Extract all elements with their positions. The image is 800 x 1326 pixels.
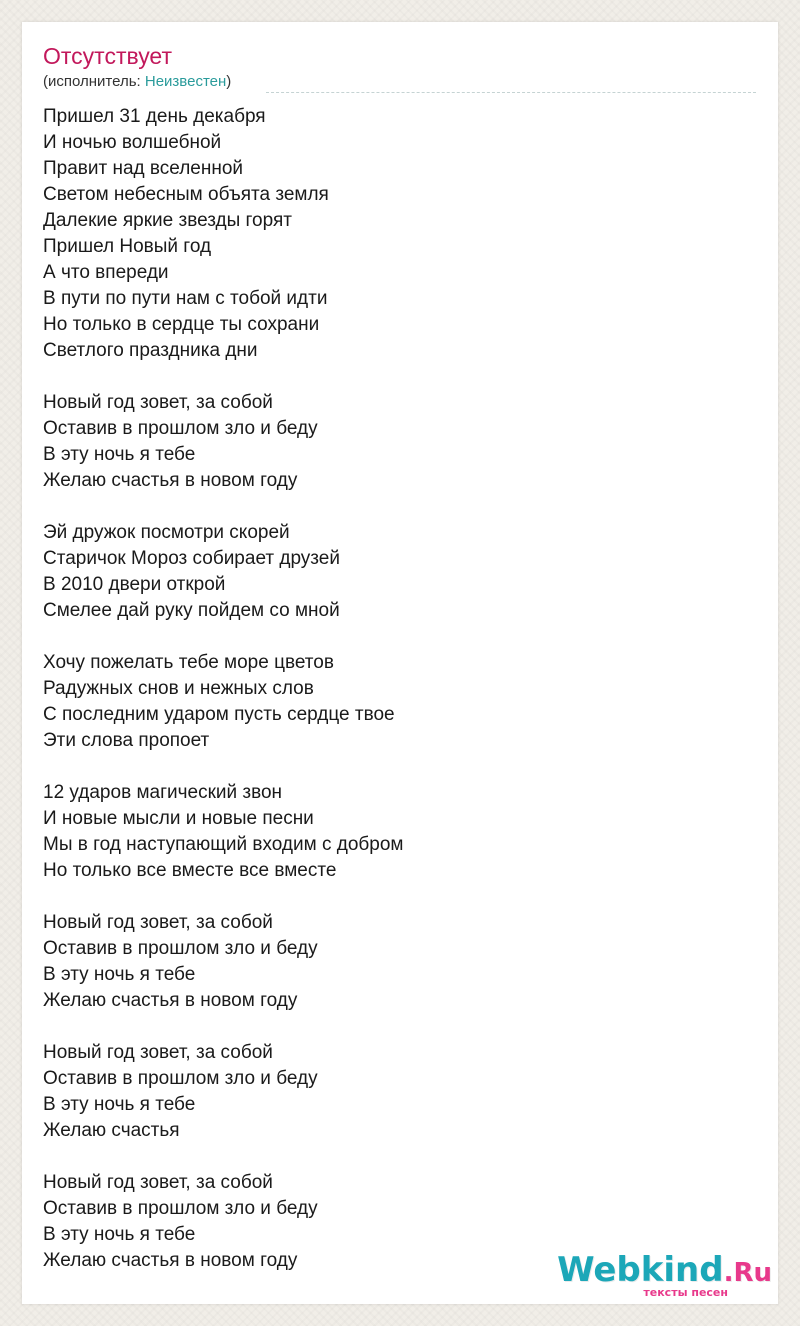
lyric-line: Мы в год наступающий входим с добром: [43, 834, 404, 855]
stanza-break: [43, 494, 743, 520]
lyric-line: Желаю счастья в новом году: [43, 1250, 298, 1271]
lyric-line: Эти слова пропоет: [43, 730, 210, 751]
lyric-line: Но только все вместе все вместе: [43, 860, 337, 881]
lyric-line: А что впереди: [43, 262, 169, 283]
lyric-line: Радужных снов и нежных слов: [43, 678, 314, 699]
lyrics-text: [43, 104, 743, 1274]
lyric-line: Новый год зовет, за собой: [43, 912, 273, 933]
lyric-line: В пути по пути нам с тобой идти: [43, 288, 328, 309]
lyrics-card: [22, 22, 778, 1304]
lyric-line: Оставив в прошлом зло и беду: [43, 1068, 318, 1089]
lyric-line: Желаю счастья в новом году: [43, 990, 298, 1011]
header-divider: [266, 92, 756, 93]
artist-link[interactable]: Неизвестен: [144, 73, 227, 90]
lyric-line: Пришел Новый год: [43, 236, 212, 257]
lyric-line: Оставив в прошлом зло и беду: [43, 938, 318, 959]
stanza-break: [43, 754, 743, 780]
lyric-line: Далекие яркие звезды горят: [43, 210, 292, 231]
lyric-line: Правит над вселенной: [43, 158, 244, 179]
stanza-break: [43, 1014, 743, 1040]
stanza-break: [43, 364, 743, 390]
artist-suffix: ): [226, 73, 232, 90]
lyric-line: Новый год зовет, за собой: [43, 392, 273, 413]
lyric-line: В эту ночь я тебе: [43, 444, 196, 465]
lyric-line: Желаю счастья: [43, 1120, 180, 1141]
lyric-line: Старичок Мороз собирает друзей: [43, 548, 340, 569]
lyric-line: Хочу пожелать тебе море цветов: [43, 652, 334, 673]
logo-tagline: тексты песен: [643, 1286, 728, 1299]
lyric-line: В эту ночь я тебе: [43, 1224, 196, 1245]
logo-domain-suffix: .Ru: [723, 1258, 772, 1288]
lyric-line: Светом небесным объята земля: [43, 184, 329, 205]
lyric-line: Оставив в прошлом зло и беду: [43, 418, 318, 439]
lyric-line: Но только в сердце ты сохрани: [43, 314, 320, 335]
lyric-line: В эту ночь я тебе: [43, 964, 196, 985]
artist-prefix: (исполнитель:: [43, 73, 145, 90]
artist-line: [43, 72, 231, 92]
lyric-line: Новый год зовет, за собой: [43, 1172, 273, 1193]
lyric-line: В эту ночь я тебе: [43, 1094, 196, 1115]
lyric-line: 12 ударов магический звон: [43, 782, 283, 803]
lyric-line: Оставив в прошлом зло и беду: [43, 1198, 318, 1219]
lyric-line: И ночью волшебной: [43, 132, 222, 153]
lyric-line: Светлого праздника дни: [43, 340, 258, 361]
lyric-line: В 2010 двери открой: [43, 574, 226, 595]
song-title: Отсутствует: [43, 43, 172, 69]
lyric-line: Смелее дай руку пойдем со мной: [43, 600, 340, 621]
lyric-line: Желаю счастья в новом году: [43, 470, 298, 491]
lyric-line: И новые мысли и новые песни: [43, 808, 314, 829]
stanza-break: [43, 1144, 743, 1170]
stanza-break: [43, 884, 743, 910]
logo-main-text: Webkind: [557, 1250, 724, 1290]
lyric-line: Новый год зовет, за собой: [43, 1042, 273, 1063]
lyric-line: С последним ударом пусть сердце твое: [43, 704, 395, 725]
stanza-break: [43, 624, 743, 650]
lyric-line: Эй дружок посмотри скорей: [43, 522, 290, 543]
site-logo[interactable]: [557, 1252, 772, 1298]
lyric-line: Пришел 31 день декабря: [43, 106, 266, 127]
